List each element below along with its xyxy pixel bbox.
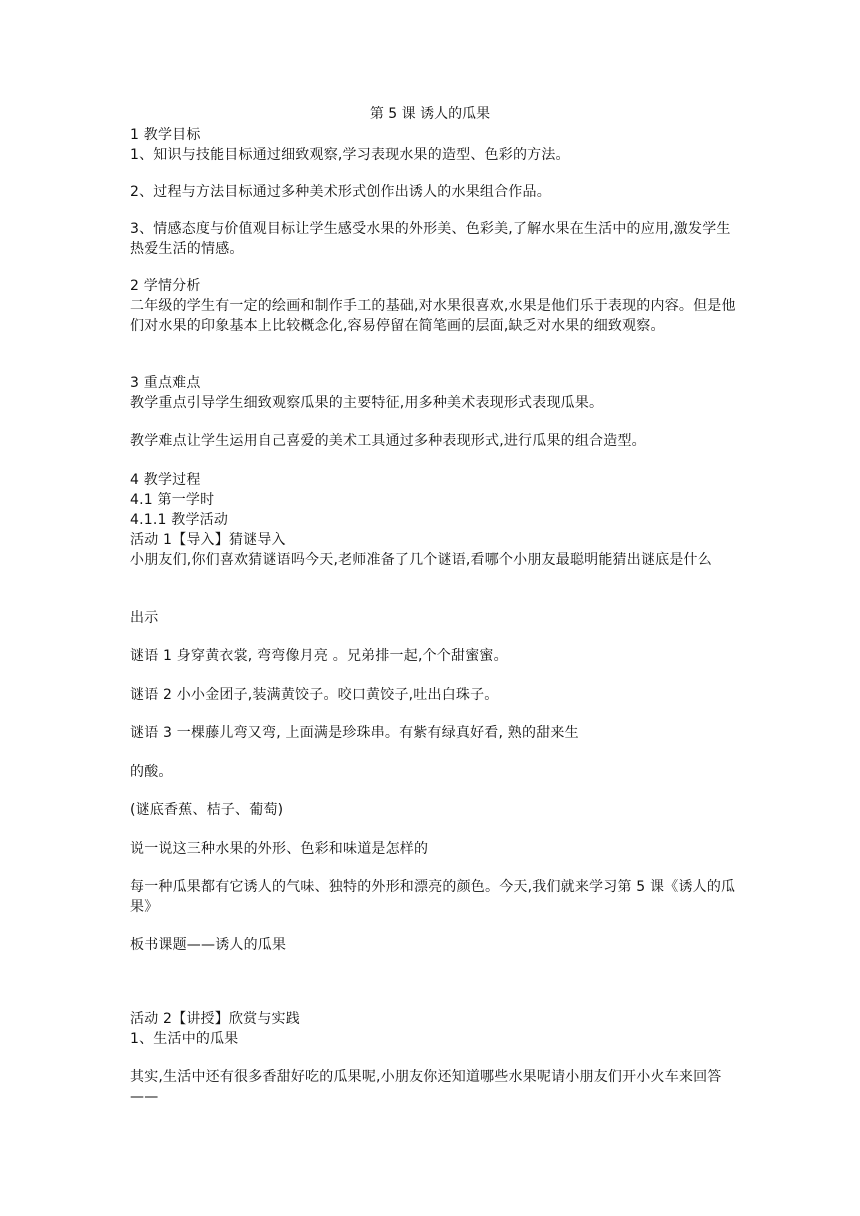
section-heading-teaching-process: 4 教学过程 [130,472,201,488]
riddle-3-continued: 的酸。 [130,764,173,780]
subheading-fruits-in-life: 1、生活中的瓜果 [130,1031,239,1047]
subsection-first-lesson: 4.1 第一学时 [130,492,215,508]
riddle-answers: (谜底香蕉、桔子、葡萄) [130,802,284,818]
student-analysis-paragraph: 二年级的学生有一定的绘画和制作手工的基础,对水果很喜欢,水果是他们乐于表现的内容。但是他们对水果的印象基本上比较概念化,容易停留在简笔画的层面,缺乏对水果的细致观察。 [130,298,736,334]
difficult-point-paragraph: 教学难点让学生运用自己喜爱的美术工具通过多种表现形式,进行瓜果的组合造型。 [130,433,646,449]
goal-process-methods: 2、过程与方法目标通过多种美术形式创作出诱人的水果组合作品。 [130,184,551,200]
riddle-1: 谜语 1 身穿黄衣裳, 弯弯像月亮 。兄弟排一起,个个甜蜜蜜。 [130,648,508,664]
riddle-2: 谜语 2 小小金团子,装满黄饺子。咬口黄饺子,吐出白珠子。 [130,687,499,703]
lesson-intro-paragraph: 每一种瓜果都有它诱人的气味、独特的外形和漂亮的颜色。今天,我们就来学习第 5 课《诱人的瓜果》 [130,879,736,915]
activity-2-heading: 活动 2【讲授】欣赏与实践 [130,1011,300,1027]
riddle-intro-paragraph: 小朋友们,你们喜欢猜谜语吗今天,老师准备了几个谜语,看哪个小朋友最聪明能猜出谜底是什么 [130,552,712,568]
riddle-3: 谜语 3 一棵藤儿弯又弯, 上面满是珍珠串。有紫有绿真好看, 熟的甜来生 [130,725,579,741]
show-label: 出示 [130,610,159,626]
section-heading-teaching-goals: 1 教学目标 [130,127,201,143]
goal-emotion-values: 3、情感态度与价值观目标让学生感受水果的外形美、色彩美,了解水果在生活中的应用,激发学生热爱生活的情感。 [130,221,731,257]
key-point-paragraph: 教学重点引导学生细致观察瓜果的主要特征,用多种美术表现形式表现瓜果。 [130,395,604,411]
discussion-prompt: 说一说这三种水果的外形、色彩和味道是怎样的 [130,841,429,857]
board-title-note: 板书课题——诱人的瓜果 [130,937,287,953]
section-heading-student-analysis: 2 学情分析 [130,278,201,294]
fruits-question-paragraph: 其实,生活中还有很多香甜好吃的瓜果呢,小朋友你还知道哪些水果呢请小朋友们开小火车来回答—— [130,1069,722,1105]
goal-knowledge-skills: 1、知识与技能目标通过细致观察,学习表现水果的造型、色彩的方法。 [130,147,570,163]
subsection-teaching-activities: 4.1.1 教学活动 [130,512,229,528]
lesson-title: 第 5 课 诱人的瓜果 [369,106,491,122]
activity-1-heading: 活动 1【导入】猜谜导入 [130,532,286,548]
section-heading-key-points: 3 重点难点 [130,375,201,391]
